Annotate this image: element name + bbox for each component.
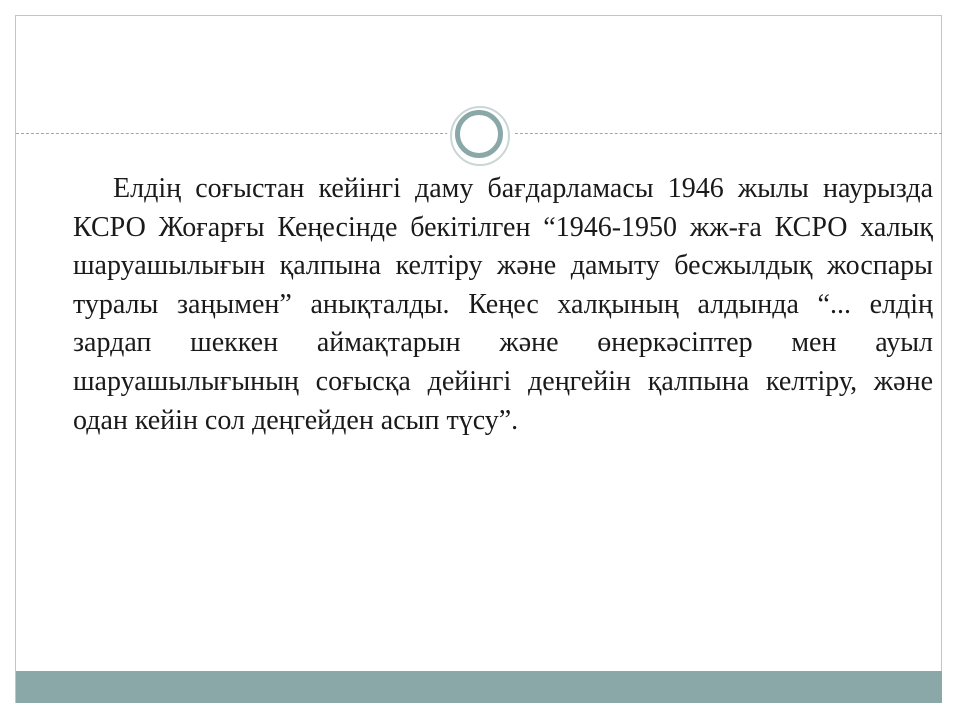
ring-ornament-inner: [455, 110, 503, 158]
footer-bar: [16, 671, 942, 703]
slide-body-text: Елдің соғыстан кейінгі даму бағдарламасы 1946 жылы наурызда КСРО Жоғарғы Кеңесінде бекітілген “1946-1950 жж-ға КСРО халық шаруашылығын қалпына келтіру және дамыту бесжылдық жоспары туралы заңымен” анықталды. Кеңес халқының алдында “... елдің зардап шеккен аймақтарын және өнеркәсіптер мен ауыл шаруашылығының соғысқа дейінгі деңгейін қалпына келтіру, және одан кейін сол деңгейден асып түсу”.: [73, 173, 933, 436]
